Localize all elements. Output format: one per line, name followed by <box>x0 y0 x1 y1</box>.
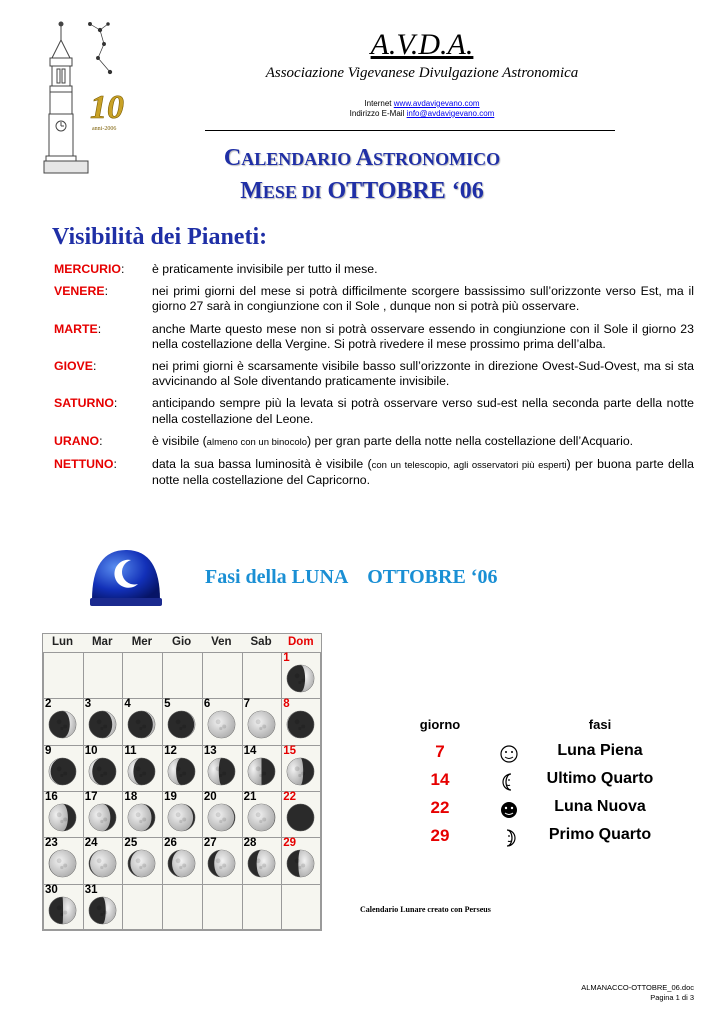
day-number: 20 <box>203 791 217 803</box>
title-smallcaps: DI <box>301 182 322 202</box>
day-number: 14 <box>243 744 257 757</box>
planet-name <box>54 457 152 488</box>
moon-phase-icon <box>167 757 196 786</box>
legend-phase-header: fasi <box>588 717 612 732</box>
title-smallcaps: ESE <box>262 182 302 202</box>
calendar-day <box>242 745 281 791</box>
calendar-day <box>281 745 320 791</box>
planet-text: anticipando sempre più la levata si potrà osservare verso sud-est nella seconda parte della notte nella costellazione del Leone. <box>152 396 694 426</box>
title-smallcaps: STRONOMICO <box>373 149 501 169</box>
moon-phase-icon <box>48 849 77 878</box>
moon-phase-icon <box>167 710 196 739</box>
day-number: 3 <box>84 698 92 711</box>
phase-day: 22 <box>430 798 450 817</box>
day-number: 19 <box>164 791 177 803</box>
calendar-title <box>150 143 574 209</box>
calendar-day <box>162 791 201 837</box>
planet-text: nei primi giorni è scarsamente visibile basso sull’orizzonte in direzione Ovest-Sud-Ovest, ma si sta avvicinando al Sole diventando praticamente invisibile. <box>152 359 694 389</box>
planet-description <box>152 434 694 450</box>
day-number: 31 <box>84 883 98 896</box>
moon-phase-icon <box>88 710 117 739</box>
phase-name: Ultimo Quarto <box>546 770 654 787</box>
moon-phase-icon <box>286 849 315 878</box>
phase-day: 14 <box>430 770 450 789</box>
moon-phase-icon <box>247 849 276 878</box>
calendar-day <box>83 745 122 791</box>
moon-phase-icon <box>247 710 276 739</box>
moon-calendar <box>42 633 322 931</box>
moon-phase-icon <box>88 896 117 925</box>
day-number: 6 <box>203 698 211 711</box>
moon-phase-icon <box>127 710 156 739</box>
calendar-day <box>83 884 122 930</box>
title-smallcaps: ALENDARIO <box>241 149 356 169</box>
calendar-title-line2 <box>150 176 574 209</box>
planet-text: è praticamente invisibile per tutto il mese. <box>152 262 378 276</box>
calendar-day <box>43 884 82 930</box>
day-number: 2 <box>45 698 52 711</box>
day-number: 29 <box>283 837 297 850</box>
visibility-heading: Visibilità dei Pianeti: <box>52 224 268 250</box>
day-number: 17 <box>84 791 98 803</box>
day-number: 28 <box>243 837 257 850</box>
calendar-day <box>162 698 201 744</box>
header-divider <box>205 130 615 131</box>
planet-name-text: GIOVE <box>54 359 93 374</box>
website-link[interactable]: www.avdavigevano.com <box>393 99 480 108</box>
day-number: 9 <box>45 744 52 757</box>
day-number: 27 <box>203 837 217 850</box>
moon-phase-icon <box>207 710 236 739</box>
page-footer <box>581 983 694 1003</box>
planet-description <box>152 359 694 389</box>
calendar-day <box>281 791 320 837</box>
phase-day: 7 <box>435 742 445 761</box>
planet-name-separator: : <box>104 284 108 299</box>
moon-phases-title: Fasi della LUNA OTTOBRE ‘06 <box>205 566 498 588</box>
planet-name <box>54 262 152 277</box>
calendar-day <box>122 791 161 837</box>
planet-text: è visibile ( <box>152 433 207 448</box>
moon-phase-icon <box>48 757 77 786</box>
weekday-mer: Mer <box>131 636 153 648</box>
weekday-lun: Lun <box>51 636 74 648</box>
planet-row <box>54 434 694 450</box>
moon-phase-icon <box>286 710 315 739</box>
day-number: 12 <box>164 744 177 757</box>
weekday-sab: Sab <box>250 636 272 648</box>
day-number: 23 <box>45 837 58 850</box>
calendar-day <box>202 837 241 883</box>
moon-phase-icon <box>48 710 77 739</box>
day-number: 8 <box>283 698 290 711</box>
calendar-grid <box>43 652 321 930</box>
planet-name-separator: : <box>120 262 125 276</box>
calendar-day <box>122 698 161 744</box>
moon-phase-icon <box>167 803 196 832</box>
day-number: 22 <box>283 791 297 803</box>
moon-phase-icon <box>48 896 77 925</box>
internet-label: Internet <box>364 99 392 108</box>
day-number: 16 <box>45 791 58 803</box>
planet-name <box>54 434 152 450</box>
moon-phase-icon <box>167 849 196 878</box>
planet-text: ) per gran parte della notte nella costellazione dell’Acquario. <box>307 433 634 448</box>
weekday-mar: Mar <box>91 636 113 648</box>
moon-phase-icon <box>286 757 315 786</box>
moon-phase-icon <box>48 803 77 832</box>
calendar-day <box>242 791 281 837</box>
planet-name-text: MERCURIO <box>54 262 121 276</box>
planet-row <box>54 322 694 352</box>
moon-phase-icon <box>88 849 117 878</box>
footer-page: Pagina 1 di 3 <box>650 993 694 1002</box>
moon-phase-icon <box>88 803 117 832</box>
planet-name-separator: : <box>97 321 102 336</box>
perseus-credit: Calendario Lunare creato con Perseus <box>360 905 491 914</box>
footer-filename: ALMANACCO-OTTOBRE_06.doc <box>581 983 694 992</box>
moon-phase-icon <box>286 803 315 832</box>
avda-logo <box>38 18 138 183</box>
email-label: Indirizzo E-Mail <box>349 109 405 118</box>
planet-text: ) per buona parte della notte nella costellazione del Capricorno. <box>152 457 694 488</box>
grid-line <box>43 652 321 653</box>
planet-note: almeno con un binocolo <box>206 436 308 448</box>
moon-phase-icon <box>207 757 236 786</box>
planet-name-text: VENERE <box>54 284 105 299</box>
planet-name <box>54 359 152 389</box>
calendar-day <box>43 745 82 791</box>
day-number: 24 <box>84 837 98 850</box>
planet-row <box>54 262 694 277</box>
weekday-ven: Ven <box>211 636 232 648</box>
calendar-day <box>122 837 161 883</box>
moon-phase-icon <box>207 803 236 832</box>
calendar-day <box>43 698 82 744</box>
title-initial: C <box>223 145 242 171</box>
calendar-day <box>281 698 320 744</box>
planet-description <box>152 396 694 426</box>
moon-dome-icon <box>90 546 162 608</box>
planet-row <box>54 396 694 426</box>
title-initial: M <box>240 178 263 204</box>
calendar-day <box>242 698 281 744</box>
planet-name-text: SATURNO <box>54 396 114 411</box>
planet-row <box>54 457 694 488</box>
moon-phase-icon <box>88 757 117 786</box>
calendar-day <box>202 791 241 837</box>
day-number: 11 <box>124 744 137 757</box>
phase-name: Primo Quarto <box>548 826 652 843</box>
org-title: A.V.D.A. <box>370 28 474 61</box>
phase-row <box>400 798 700 824</box>
day-number: 1 <box>283 652 290 664</box>
planet-description <box>152 262 694 277</box>
planet-name-separator: : <box>92 359 97 374</box>
planet-name-separator: : <box>113 396 118 411</box>
calendar-day <box>202 745 241 791</box>
planet-description <box>152 284 694 314</box>
planet-description <box>152 322 694 352</box>
moon-phase-icon <box>247 757 276 786</box>
planet-description <box>152 457 694 488</box>
phase-row <box>400 770 700 796</box>
day-number: 13 <box>203 744 217 757</box>
calendar-day <box>43 837 82 883</box>
day-number: 15 <box>283 744 297 757</box>
moon-phase-icon <box>247 803 276 832</box>
weekday-dom: Dom <box>288 636 314 648</box>
calendar-title-line1 <box>150 143 574 176</box>
day-number: 25 <box>124 837 138 850</box>
day-number: 21 <box>243 791 257 803</box>
calendar-day <box>43 791 82 837</box>
calendar-day <box>83 791 122 837</box>
planet-name <box>54 284 152 314</box>
email-link[interactable]: info@avdavigevano.com <box>406 109 495 118</box>
day-number: 26 <box>164 837 177 850</box>
phase-name: Luna Piena <box>557 742 643 759</box>
phase-row <box>400 826 700 852</box>
moon-phase-icon <box>127 849 156 878</box>
calendar-day <box>162 745 201 791</box>
phase-row <box>400 742 700 768</box>
phase-day: 29 <box>430 826 450 845</box>
day-number: 5 <box>164 698 171 711</box>
weekday-header <box>43 634 321 652</box>
calendar-day <box>281 837 320 883</box>
planet-list <box>54 262 694 495</box>
org-subtitle: Associazione Vigevanese Divulgazione Astronomica <box>265 65 579 81</box>
planet-row <box>54 284 694 314</box>
calendar-day <box>202 698 241 744</box>
planet-text: anche Marte questo mese non si potrà osservare essendo in congiunzione con il Sole il giorno 23 nella costellazione della Vergine. Si potrà rivedere il mese prossimo prima dell’alba. <box>152 321 694 351</box>
planet-name-text: URANO <box>54 433 100 448</box>
planet-row <box>54 359 694 389</box>
logo-number: 10 <box>90 89 124 126</box>
moon-phase-icon <box>207 849 236 878</box>
legend-day-header: giorno <box>419 717 461 732</box>
planet-text: data la sua bassa luminosità è visibile ( <box>152 457 372 472</box>
calendar-day <box>122 745 161 791</box>
planet-note: con un telescopio, agli osservatori più esperti <box>371 460 567 472</box>
planet-name-separator: : <box>113 457 117 472</box>
calendar-day <box>281 652 320 698</box>
phase-name: Luna Nuova <box>554 798 646 815</box>
full-moon-icon <box>498 743 520 770</box>
moon-phase-icon <box>127 757 156 786</box>
last-quarter-icon <box>498 771 520 798</box>
calendar-day <box>83 698 122 744</box>
logo-caption: anni-2006 <box>92 126 117 132</box>
day-number: 4 <box>124 698 131 711</box>
day-number: 7 <box>243 698 250 711</box>
title-initial: A <box>355 145 374 171</box>
planet-name-text: MARTE <box>54 321 98 336</box>
weekday-gio: Gio <box>172 636 192 648</box>
moon-phase-icon <box>286 664 315 693</box>
planet-name <box>54 322 152 352</box>
planet-text: nei primi giorni del mese si potrà difficilmente scorgere bassissimo sull’orizzonte verso Est, ma il giorno 27 sarà in congiunzione con il Sole , dunque non si potrà più osservare. <box>152 284 694 314</box>
planet-name-text: NETTUNO <box>54 457 114 472</box>
contact-info <box>212 99 632 119</box>
day-number: 30 <box>45 883 58 896</box>
calendar-day <box>83 837 122 883</box>
day-number: 18 <box>124 791 138 803</box>
calendar-day <box>162 837 201 883</box>
moon-phase-icon <box>127 803 156 832</box>
title-month: OTTOBRE ‘06 <box>321 178 484 204</box>
first-quarter-icon <box>498 827 520 854</box>
day-number: 10 <box>84 744 98 757</box>
calendar-day <box>242 837 281 883</box>
planet-name-separator: : <box>99 433 103 448</box>
planet-name <box>54 396 152 426</box>
new-moon-icon <box>498 799 520 826</box>
